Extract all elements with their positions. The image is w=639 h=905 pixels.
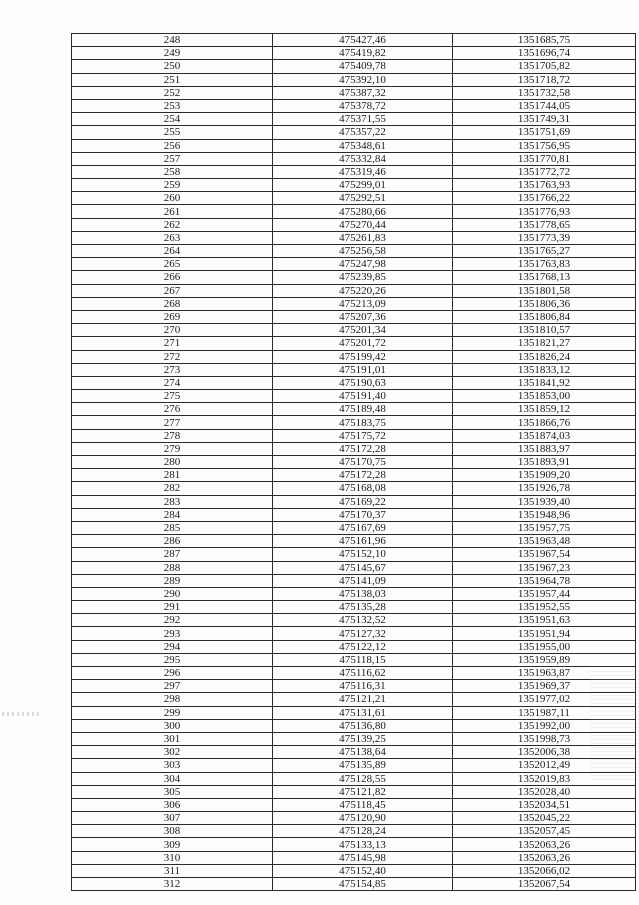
y-coordinate-cell: 1351874,03 [453,429,636,442]
point-number-cell: 264 [72,245,273,258]
table-row [72,86,636,99]
x-coordinate-cell: 475409,78 [273,60,453,73]
y-coordinate-cell: 1351826,24 [453,350,636,363]
x-coordinate-cell: 475172,28 [273,442,453,455]
table-row [72,297,636,310]
y-coordinate-cell: 1352066,02 [453,864,636,877]
table-row [72,376,636,389]
y-coordinate-cell: 1351939,40 [453,495,636,508]
y-coordinate-cell: 1352067,54 [453,878,636,891]
point-number-cell: 262 [72,218,273,231]
point-number-cell: 312 [72,878,273,891]
x-coordinate-cell: 475261,83 [273,231,453,244]
x-coordinate-cell: 475122,12 [273,640,453,653]
table-row [72,363,636,376]
table-row [72,719,636,732]
point-number-cell: 250 [72,60,273,73]
y-coordinate-cell: 1351987,11 [453,706,636,719]
point-number-cell: 303 [72,759,273,772]
table-row [72,864,636,877]
y-coordinate-cell: 1351768,13 [453,271,636,284]
table-row [72,403,636,416]
x-coordinate-cell: 475154,85 [273,878,453,891]
x-coordinate-cell: 475189,48 [273,403,453,416]
x-coordinate-cell: 475145,67 [273,561,453,574]
point-number-cell: 251 [72,73,273,86]
table-row [72,139,636,152]
point-number-cell: 255 [72,126,273,139]
table-row [72,34,636,47]
x-coordinate-cell: 475161,96 [273,535,453,548]
x-coordinate-cell: 475170,75 [273,456,453,469]
table-row [72,798,636,811]
point-number-cell: 293 [72,627,273,640]
point-number-cell: 299 [72,706,273,719]
x-coordinate-cell: 475207,36 [273,310,453,323]
point-number-cell: 285 [72,521,273,534]
x-coordinate-cell: 475371,55 [273,113,453,126]
point-number-cell: 248 [72,34,273,47]
y-coordinate-cell: 1351859,12 [453,403,636,416]
y-coordinate-cell: 1351893,91 [453,456,636,469]
y-coordinate-cell: 1351773,39 [453,231,636,244]
y-coordinate-cell: 1351955,00 [453,640,636,653]
y-coordinate-cell: 1351778,65 [453,218,636,231]
table-row [72,47,636,60]
y-coordinate-cell: 1351951,63 [453,614,636,627]
x-coordinate-cell: 475256,58 [273,245,453,258]
y-coordinate-cell: 1351853,00 [453,390,636,403]
x-coordinate-cell: 475213,09 [273,297,453,310]
y-coordinate-cell: 1351926,78 [453,482,636,495]
point-number-cell: 305 [72,785,273,798]
table-row [72,218,636,231]
y-coordinate-cell: 1351685,75 [453,34,636,47]
y-coordinate-cell: 1352006,38 [453,746,636,759]
y-coordinate-cell: 1351756,95 [453,139,636,152]
point-number-cell: 282 [72,482,273,495]
x-coordinate-cell: 475357,22 [273,126,453,139]
point-number-cell: 281 [72,469,273,482]
y-coordinate-cell: 1351766,22 [453,192,636,205]
table-row [72,245,636,258]
x-coordinate-cell: 475118,15 [273,653,453,666]
table-row [72,561,636,574]
x-coordinate-cell: 475141,09 [273,574,453,587]
y-coordinate-cell: 1351776,93 [453,205,636,218]
table-row [72,126,636,139]
table-row [72,785,636,798]
x-coordinate-cell: 475152,40 [273,864,453,877]
point-number-cell: 267 [72,284,273,297]
y-coordinate-cell: 1352057,45 [453,825,636,838]
x-coordinate-cell: 475128,55 [273,772,453,785]
y-coordinate-cell: 1351992,00 [453,719,636,732]
y-coordinate-cell: 1351957,44 [453,587,636,600]
table-row [72,442,636,455]
point-number-cell: 259 [72,179,273,192]
table-row [72,113,636,126]
point-number-cell: 310 [72,851,273,864]
y-coordinate-cell: 1351963,87 [453,667,636,680]
y-coordinate-cell: 1351718,72 [453,73,636,86]
point-number-cell: 301 [72,732,273,745]
table-row [72,706,636,719]
x-coordinate-cell: 475132,52 [273,614,453,627]
x-coordinate-cell: 475201,72 [273,337,453,350]
table-row [72,152,636,165]
table-row [72,390,636,403]
y-coordinate-cell: 1351952,55 [453,601,636,614]
point-number-cell: 269 [72,310,273,323]
point-number-cell: 298 [72,693,273,706]
point-number-cell: 302 [72,746,273,759]
table-row [72,165,636,178]
x-coordinate-cell: 475138,64 [273,746,453,759]
point-number-cell: 277 [72,416,273,429]
x-coordinate-cell: 475191,01 [273,363,453,376]
x-coordinate-cell: 475332,84 [273,152,453,165]
x-coordinate-cell: 475239,85 [273,271,453,284]
table-row [72,179,636,192]
y-coordinate-cell: 1352063,26 [453,838,636,851]
x-coordinate-cell: 475387,32 [273,86,453,99]
y-coordinate-cell: 1351967,54 [453,548,636,561]
table-row [72,429,636,442]
point-number-cell: 279 [72,442,273,455]
table-row [72,456,636,469]
point-number-cell: 287 [72,548,273,561]
table-row [72,192,636,205]
x-coordinate-cell: 475190,63 [273,376,453,389]
point-number-cell: 294 [72,640,273,653]
point-number-cell: 309 [72,838,273,851]
table-row [72,271,636,284]
x-coordinate-cell: 475138,03 [273,587,453,600]
point-number-cell: 275 [72,390,273,403]
x-coordinate-cell: 475127,32 [273,627,453,640]
y-coordinate-cell: 1351751,69 [453,126,636,139]
table-row [72,482,636,495]
x-coordinate-cell: 475118,45 [273,798,453,811]
table-row [72,825,636,838]
table-row [72,614,636,627]
y-coordinate-cell: 1351883,97 [453,442,636,455]
scan-mark [2,712,42,716]
point-number-cell: 257 [72,152,273,165]
x-coordinate-cell: 475247,98 [273,258,453,271]
x-coordinate-cell: 475392,10 [273,73,453,86]
table-row [72,851,636,864]
y-coordinate-cell: 1351964,78 [453,574,636,587]
point-number-cell: 300 [72,719,273,732]
y-coordinate-cell: 1352034,51 [453,798,636,811]
point-number-cell: 252 [72,86,273,99]
table-row [72,746,636,759]
table-row [72,73,636,86]
point-number-cell: 284 [72,508,273,521]
table-row [72,627,636,640]
y-coordinate-cell: 1351806,36 [453,297,636,310]
x-coordinate-cell: 475133,13 [273,838,453,851]
point-number-cell: 271 [72,337,273,350]
y-coordinate-cell: 1351763,83 [453,258,636,271]
point-number-cell: 278 [72,429,273,442]
table-row [72,205,636,218]
y-coordinate-cell: 1351959,89 [453,653,636,666]
table-row [72,878,636,891]
point-number-cell: 307 [72,812,273,825]
y-coordinate-cell: 1351732,58 [453,86,636,99]
x-coordinate-cell: 475199,42 [273,350,453,363]
y-coordinate-cell: 1351948,96 [453,508,636,521]
table-row [72,284,636,297]
y-coordinate-cell: 1351770,81 [453,152,636,165]
point-number-cell: 274 [72,376,273,389]
y-coordinate-cell: 1351772,72 [453,165,636,178]
coordinates-table-body [72,34,636,891]
table-row [72,310,636,323]
y-coordinate-cell: 1351866,76 [453,416,636,429]
point-number-cell: 258 [72,165,273,178]
point-number-cell: 306 [72,798,273,811]
y-coordinate-cell: 1351744,05 [453,99,636,112]
table-row [72,812,636,825]
table-row [72,732,636,745]
x-coordinate-cell: 475201,34 [273,324,453,337]
table-row [72,99,636,112]
y-coordinate-cell: 1352012,49 [453,759,636,772]
point-number-cell: 268 [72,297,273,310]
x-coordinate-cell: 475280,66 [273,205,453,218]
table-row [72,350,636,363]
x-coordinate-cell: 475378,72 [273,99,453,112]
table-row [72,838,636,851]
table-row [72,416,636,429]
table-row [72,337,636,350]
y-coordinate-cell: 1352045,22 [453,812,636,825]
scan-artifact [590,670,639,780]
point-number-cell: 272 [72,350,273,363]
point-number-cell: 256 [72,139,273,152]
y-coordinate-cell: 1351705,82 [453,60,636,73]
table-row [72,640,636,653]
y-coordinate-cell: 1351696,74 [453,47,636,60]
x-coordinate-cell: 475121,82 [273,785,453,798]
point-number-cell: 263 [72,231,273,244]
point-number-cell: 276 [72,403,273,416]
table-row [72,495,636,508]
point-number-cell: 273 [72,363,273,376]
table-row [72,469,636,482]
point-number-cell: 266 [72,271,273,284]
y-coordinate-cell: 1351806,84 [453,310,636,323]
y-coordinate-cell: 1351833,12 [453,363,636,376]
point-number-cell: 254 [72,113,273,126]
x-coordinate-cell: 475348,61 [273,139,453,152]
point-number-cell: 265 [72,258,273,271]
point-number-cell: 253 [72,99,273,112]
y-coordinate-cell: 1351765,27 [453,245,636,258]
x-coordinate-cell: 475319,46 [273,165,453,178]
table-row [72,60,636,73]
table-row [72,324,636,337]
x-coordinate-cell: 475167,69 [273,521,453,534]
point-number-cell: 291 [72,601,273,614]
x-coordinate-cell: 475183,75 [273,416,453,429]
point-number-cell: 270 [72,324,273,337]
point-number-cell: 290 [72,587,273,600]
table-row [72,667,636,680]
table-row [72,759,636,772]
x-coordinate-cell: 475299,01 [273,179,453,192]
x-coordinate-cell: 475120,90 [273,812,453,825]
y-coordinate-cell: 1351967,23 [453,561,636,574]
y-coordinate-cell: 1352028,40 [453,785,636,798]
point-number-cell: 296 [72,667,273,680]
x-coordinate-cell: 475169,22 [273,495,453,508]
point-number-cell: 260 [72,192,273,205]
table-row [72,574,636,587]
x-coordinate-cell: 475121,21 [273,693,453,706]
x-coordinate-cell: 475136,80 [273,719,453,732]
x-coordinate-cell: 475191,40 [273,390,453,403]
table-row [72,653,636,666]
y-coordinate-cell: 1351963,48 [453,535,636,548]
point-number-cell: 283 [72,495,273,508]
y-coordinate-cell: 1351821,27 [453,337,636,350]
y-coordinate-cell: 1351969,37 [453,680,636,693]
point-number-cell: 288 [72,561,273,574]
coordinates-table [71,33,636,891]
y-coordinate-cell: 1351841,92 [453,376,636,389]
x-coordinate-cell: 475135,28 [273,601,453,614]
table-row [72,258,636,271]
x-coordinate-cell: 475139,25 [273,732,453,745]
x-coordinate-cell: 475427,46 [273,34,453,47]
table-row [72,521,636,534]
x-coordinate-cell: 475152,10 [273,548,453,561]
table-row [72,508,636,521]
x-coordinate-cell: 475131,61 [273,706,453,719]
y-coordinate-cell: 1352063,26 [453,851,636,864]
table-row [72,548,636,561]
x-coordinate-cell: 475175,72 [273,429,453,442]
point-number-cell: 280 [72,456,273,469]
x-coordinate-cell: 475419,82 [273,47,453,60]
x-coordinate-cell: 475116,31 [273,680,453,693]
table-row [72,601,636,614]
x-coordinate-cell: 475220,26 [273,284,453,297]
point-number-cell: 292 [72,614,273,627]
y-coordinate-cell: 1352019,83 [453,772,636,785]
x-coordinate-cell: 475168,08 [273,482,453,495]
x-coordinate-cell: 475145,98 [273,851,453,864]
y-coordinate-cell: 1351909,20 [453,469,636,482]
table-row [72,535,636,548]
y-coordinate-cell: 1351998,73 [453,732,636,745]
point-number-cell: 295 [72,653,273,666]
table-row [72,587,636,600]
y-coordinate-cell: 1351801,58 [453,284,636,297]
x-coordinate-cell: 475170,37 [273,508,453,521]
y-coordinate-cell: 1351977,02 [453,693,636,706]
table-row [72,231,636,244]
point-number-cell: 308 [72,825,273,838]
x-coordinate-cell: 475128,24 [273,825,453,838]
x-coordinate-cell: 475172,28 [273,469,453,482]
x-coordinate-cell: 475116,62 [273,667,453,680]
table-row [72,693,636,706]
point-number-cell: 297 [72,680,273,693]
point-number-cell: 261 [72,205,273,218]
x-coordinate-cell: 475292,51 [273,192,453,205]
y-coordinate-cell: 1351749,31 [453,113,636,126]
table-row [72,680,636,693]
y-coordinate-cell: 1351810,57 [453,324,636,337]
point-number-cell: 304 [72,772,273,785]
y-coordinate-cell: 1351951,94 [453,627,636,640]
point-number-cell: 286 [72,535,273,548]
x-coordinate-cell: 475270,44 [273,218,453,231]
point-number-cell: 249 [72,47,273,60]
y-coordinate-cell: 1351957,75 [453,521,636,534]
y-coordinate-cell: 1351763,93 [453,179,636,192]
point-number-cell: 289 [72,574,273,587]
x-coordinate-cell: 475135,89 [273,759,453,772]
table-row [72,772,636,785]
point-number-cell: 311 [72,864,273,877]
